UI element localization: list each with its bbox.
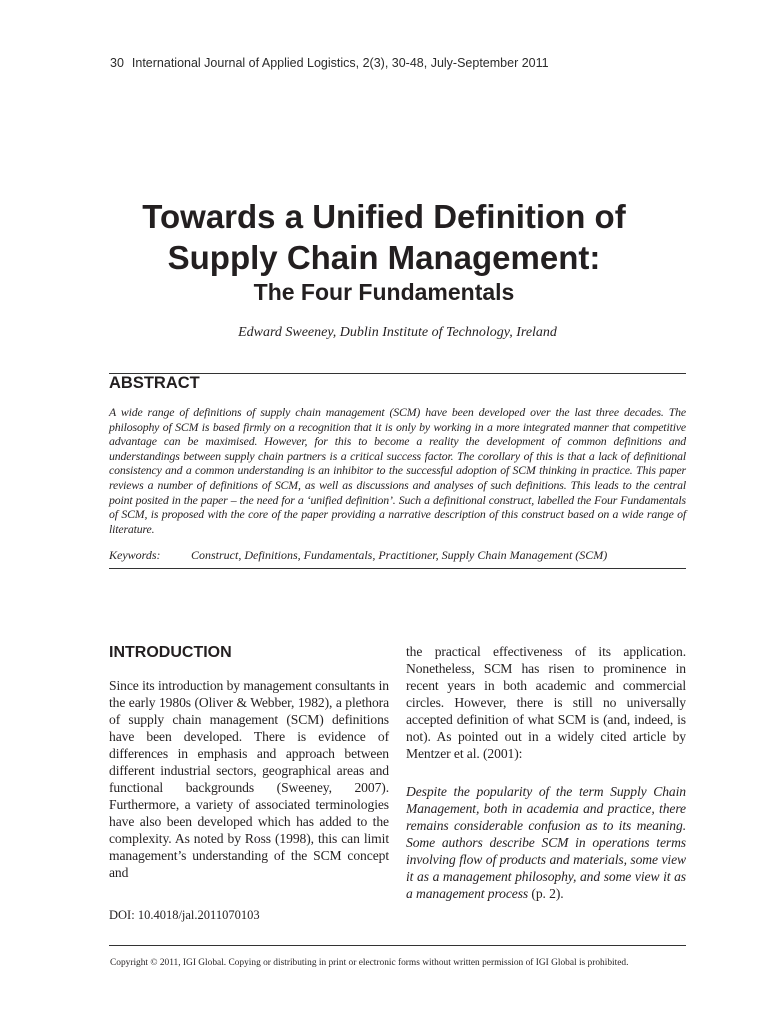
abstract-heading: ABSTRACT xyxy=(109,374,200,392)
abstract-text: A wide range of definitions of supply chain management (SCM) have been developed over the last three decades. The philosophy of SCM is based firmly on a recognition that it is only by working in a more integrated manner that competitive advantage can be maximised. However, for this to become a reality the development of common definitions and understandings between supply chain partners is a critical success factor. The corollary of this is that a lack of definitional consistency and a common understanding is an inhibitor to the successful adoption of SCM thinking in practice. This paper reviews a number of definitions of SCM, as well as discussions and analyses of such definitions. This leads to the central point posited in the paper – the need for a ‘unified definition’. Such a definitional construct, labelled the Four Fundamentals of SCM, is proposed with the core of the paper providing a narrative description of this construct based on a wide range of literature. xyxy=(109,405,686,536)
copyright-notice: Copyright © 2011, IGI Global. Copying or distributing in print or electronic forms without written permission of IGI Global is prohibited. xyxy=(110,958,629,968)
block-quote xyxy=(406,783,686,902)
keywords-label: Keywords: xyxy=(109,548,161,562)
page-number: 30 xyxy=(110,56,124,70)
intro-column-2-text: the practical effectiveness of its application. Nonetheless, SCM has risen to prominence in recent years in both academic and commercial circles. However, there is still no universally accepted definition of what SCM is (and, indeed, is not). As pointed out in a widely cited article by Mentzer et al. (2001): xyxy=(406,644,686,761)
intro-column-1-text: Since its introduction by management consultants in the early 1980s (Oliver & Webber, 1982), a plethora of supply chain management (SCM) definitions have been developed. There is evidence of differences in emphasis and approach between different industrial sectors, geographical areas and functional backgrounds (Sweeney, 2007). Furthermore, a variety of associated terminologies have also been developed which has added to the complexity. As noted by Ross (1998), this can limit management’s understanding of the SCM concept and xyxy=(109,678,389,880)
author-affiliation: Edward Sweeney, Dublin Institute of Technology, Ireland xyxy=(238,325,557,340)
journal-citation: International Journal of Applied Logistics, 2(3), 30-48, July-September 2011 xyxy=(131,56,549,70)
subtitle: The Four Fundamentals xyxy=(253,279,515,305)
divider-abstract-bottom xyxy=(109,568,686,569)
divider-footer xyxy=(109,945,686,946)
quote-page-ref: (p. 2). xyxy=(531,886,564,901)
introduction-heading: INTRODUCTION xyxy=(109,644,232,661)
quote-text: Despite the popularity of the term Supply Chain Management, both in academia and practice, there remains considerable confusion as to its meaning. Some authors describe SCM in operations terms involving flow of products and materials, some view it as a management philosophy, and some view it as a management process xyxy=(406,784,686,901)
keywords-row xyxy=(109,548,686,563)
keywords-list: Construct, Definitions, Fundamentals, Practitioner, Supply Chain Management (SCM) xyxy=(191,548,608,562)
title-line-2: Supply Chain Management: xyxy=(167,239,601,276)
running-header xyxy=(110,56,549,70)
title-line-1: Towards a Unified Definition of xyxy=(142,198,626,235)
doi: DOI: 10.4018/jal.2011070103 xyxy=(109,908,260,922)
